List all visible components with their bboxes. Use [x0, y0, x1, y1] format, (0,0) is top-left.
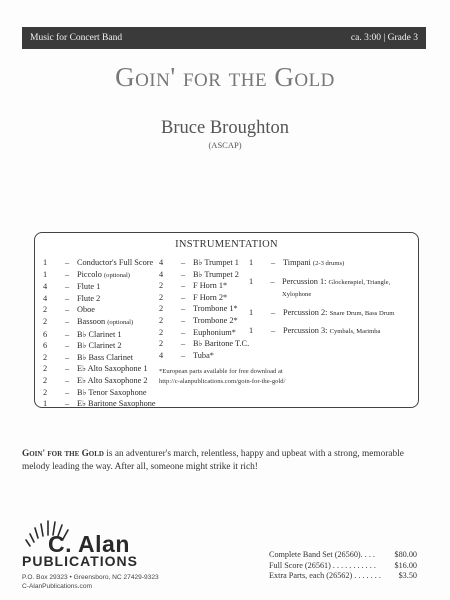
instrument-dash: – — [65, 375, 70, 385]
instrument-quantity: 2 — [159, 292, 164, 302]
instrument-dash: – — [181, 292, 186, 302]
instrument-name: Flute 1 — [77, 282, 101, 292]
instrument-quantity: 1 — [249, 258, 254, 267]
instrument-name-cell — [77, 352, 133, 364]
publisher-name: C. Alan — [48, 531, 130, 557]
instrument-dash: – — [65, 258, 70, 267]
price-label: Extra Parts, each (26562) . . . . . . . — [269, 571, 381, 580]
instrument-name-cell — [193, 303, 238, 315]
instrument-name: Euphonium* — [193, 327, 236, 337]
publisher-website: C-AlanPublications.com — [22, 583, 92, 590]
instrument-quantity: 2 — [159, 304, 164, 314]
instrumentation-box — [34, 232, 419, 408]
instrument-quantity: 4 — [159, 258, 164, 267]
instrument-quantity: 1 — [43, 399, 48, 409]
header-category: Music for Concert Band — [30, 33, 123, 43]
instrument-quantity: 2 — [43, 364, 48, 374]
instrument-note: Cymbals, Marimba — [329, 328, 381, 336]
instrument-name-cell — [77, 340, 121, 352]
instrument-name: Flute 2 — [77, 293, 101, 303]
instrument-name: Piccolo — [77, 269, 102, 279]
instrument-name-cell — [193, 257, 239, 269]
instrument-quantity: 2 — [43, 387, 48, 397]
instrument-name: E♭ Baritone Saxophone — [77, 399, 156, 409]
instrument-quantity: 4 — [159, 269, 164, 279]
instrument-quantity: 2 — [159, 339, 164, 349]
instrument-name: B♭ Clarinet 2 — [77, 341, 122, 351]
instrument-quantity: 6 — [43, 341, 48, 351]
instrument-quantity: 2 — [43, 352, 48, 362]
instrument-dash: – — [65, 364, 70, 374]
price-label: Complete Band Set (26560). . . . — [269, 550, 375, 559]
instrument-quantity: 2 — [159, 281, 164, 291]
instrument-note: (optional) — [103, 271, 130, 279]
instrument-name-cell — [77, 387, 147, 399]
instrument-row — [249, 276, 417, 301]
instrument-dash: – — [65, 293, 70, 303]
instrument-dash: – — [65, 341, 70, 351]
price-row — [269, 571, 417, 582]
instrument-quantity: 6 — [43, 329, 48, 339]
price-value: $3.50 — [398, 571, 417, 580]
price-row — [269, 561, 417, 572]
instrument-name-cell — [193, 338, 249, 350]
publisher-address: P.O. Box 29323 • Greensboro, NC 27429-9323 — [22, 574, 159, 581]
instrument-quantity: 1 — [43, 269, 48, 279]
instrument-name-cell — [77, 363, 148, 375]
instrument-quantity: 2 — [159, 327, 164, 337]
price-value: $16.00 — [394, 560, 417, 570]
instrument-name-cell — [77, 329, 121, 341]
instrument-row — [249, 307, 417, 320]
instrumentation-column-3 — [249, 257, 417, 344]
instrument-name: B♭ Baritone T.C. — [193, 339, 250, 349]
instrument-name-cell — [282, 276, 417, 301]
instrument-quantity: 1 — [249, 307, 254, 317]
instrument-name-cell — [193, 350, 214, 362]
instrument-quantity: 4 — [43, 282, 48, 292]
instrument-name: Bassoon — [77, 316, 106, 326]
european-parts-note — [159, 367, 399, 386]
price-row — [269, 550, 417, 561]
instrument-name: B♭ Tenor Saxophone — [77, 387, 147, 397]
instrument-quantity: 1 — [43, 258, 48, 267]
instrument-row — [159, 350, 269, 362]
instrument-name-cell — [283, 307, 394, 320]
instrument-dash: – — [65, 316, 70, 326]
instrument-name: B♭ Trumpet 1 — [193, 258, 239, 267]
instrument-dash: – — [65, 352, 70, 362]
instrument-name: Percussion 1: — [281, 276, 327, 286]
instrument-dash: – — [65, 387, 70, 397]
instrument-name-cell — [77, 375, 148, 387]
instrument-row — [43, 398, 193, 410]
instrument-name: Trombone 1* — [193, 304, 238, 314]
price-label: Full Score (26561) . . . . . . . . . . . — [269, 560, 376, 570]
composer-society: (ASCAP) — [208, 140, 242, 150]
instrument-name-cell — [77, 257, 153, 269]
instrument-name-cell — [193, 292, 227, 304]
page-title: Goin' for the Gold — [115, 62, 335, 92]
instrument-name-cell — [193, 280, 227, 292]
instrument-dash: – — [181, 304, 186, 314]
instrument-name-cell — [283, 257, 344, 270]
instrument-dash: – — [65, 399, 70, 409]
instrument-name: B♭ Bass Clarinet — [77, 352, 133, 362]
instrument-name: E♭ Alto Saxophone 2 — [77, 375, 148, 385]
header-bar — [22, 27, 426, 49]
instrument-row — [43, 387, 193, 399]
publisher-subtitle: PUBLICATIONS — [22, 553, 138, 569]
instrumentation-heading: INSTRUMENTATION — [175, 239, 278, 250]
instrument-quantity: 4 — [159, 350, 164, 360]
instrument-name: Percussion 2: — [283, 307, 328, 317]
instrument-name-cell — [283, 325, 380, 338]
instrument-name-cell — [77, 269, 130, 282]
instrument-note: (optional) — [107, 318, 134, 326]
instrument-quantity: 1 — [249, 276, 254, 286]
header-meta — [351, 33, 418, 43]
instrument-dash: – — [65, 305, 70, 315]
instrument-dash: – — [271, 326, 276, 336]
instrument-note: Snare Drum, Bass Drum — [329, 309, 395, 317]
instrument-name-cell — [77, 316, 133, 329]
instrument-quantity: 2 — [43, 375, 48, 385]
publisher-logo — [22, 512, 202, 592]
instrument-dash: – — [181, 281, 186, 291]
price-value: $80.00 — [394, 550, 417, 559]
instrument-name-cell — [77, 304, 95, 316]
instrument-note: (2-3 drums) — [312, 260, 345, 267]
instrument-name: Trombone 2* — [193, 315, 238, 325]
instrument-quantity: 2 — [43, 305, 48, 315]
instrument-name: E♭ Alto Saxophone 1 — [77, 364, 148, 374]
instrument-note: Glockenspiel, Triangle, Xylophone — [281, 278, 391, 299]
price-list — [269, 550, 417, 582]
instrument-name: Percussion 3: — [283, 326, 328, 336]
instrument-name: Oboe — [77, 305, 95, 315]
instrument-name-cell — [77, 293, 100, 305]
instrument-dash: – — [271, 258, 276, 267]
instrument-name: B♭ Clarinet 1 — [77, 329, 122, 339]
instrument-dash: – — [181, 350, 186, 360]
instrument-dash: – — [65, 329, 70, 339]
instrument-dash: – — [65, 282, 70, 292]
instrument-dash: – — [65, 269, 70, 279]
instrument-quantity: 4 — [43, 293, 48, 303]
instrument-dash: – — [270, 276, 275, 286]
instrument-name-cell — [77, 398, 156, 410]
instrument-dash: – — [181, 339, 186, 349]
instrument-row — [249, 325, 417, 338]
instrument-name: Conductor's Full Score — [77, 258, 154, 267]
instrument-name: F Horn 2* — [193, 292, 228, 302]
description-text: is an adventurer's march, relentless, happy and upbeat with a strong, memorable melody leading the way. After all, someone might strike it rich! — [22, 449, 404, 472]
instrument-name: Timpani — [283, 258, 311, 267]
instrument-quantity: 2 — [43, 316, 48, 326]
instrument-name-cell — [77, 281, 100, 293]
instrument-dash: – — [271, 307, 276, 317]
instrument-row — [249, 257, 417, 270]
instrument-name-cell — [193, 269, 239, 281]
note-url: http://c-alanpublications.com/goin-for-the-gold/ — [159, 377, 286, 385]
instrument-dash: – — [181, 315, 186, 325]
header-separator: | — [381, 33, 388, 43]
instrument-name: Tuba* — [193, 350, 214, 360]
instrument-name-cell — [193, 327, 236, 339]
composer-name: Bruce Broughton — [161, 118, 289, 138]
description-paragraph — [22, 448, 430, 473]
header-grade: Grade 3 — [387, 33, 418, 43]
instrument-name: F Horn 1* — [193, 281, 228, 291]
instrument-quantity: 1 — [249, 326, 254, 336]
description-title: Goin' for the Gold — [22, 449, 104, 459]
note-line: *European parts available for free download at — [159, 368, 283, 375]
instrument-name: B♭ Trumpet 2 — [193, 269, 239, 279]
header-duration: ca. 3:00 — [350, 33, 381, 43]
instrument-name-cell — [193, 315, 238, 327]
instrument-dash: – — [181, 269, 186, 279]
instrument-dash: – — [181, 258, 186, 267]
instrument-dash: – — [181, 327, 186, 337]
instrument-quantity: 2 — [159, 315, 164, 325]
